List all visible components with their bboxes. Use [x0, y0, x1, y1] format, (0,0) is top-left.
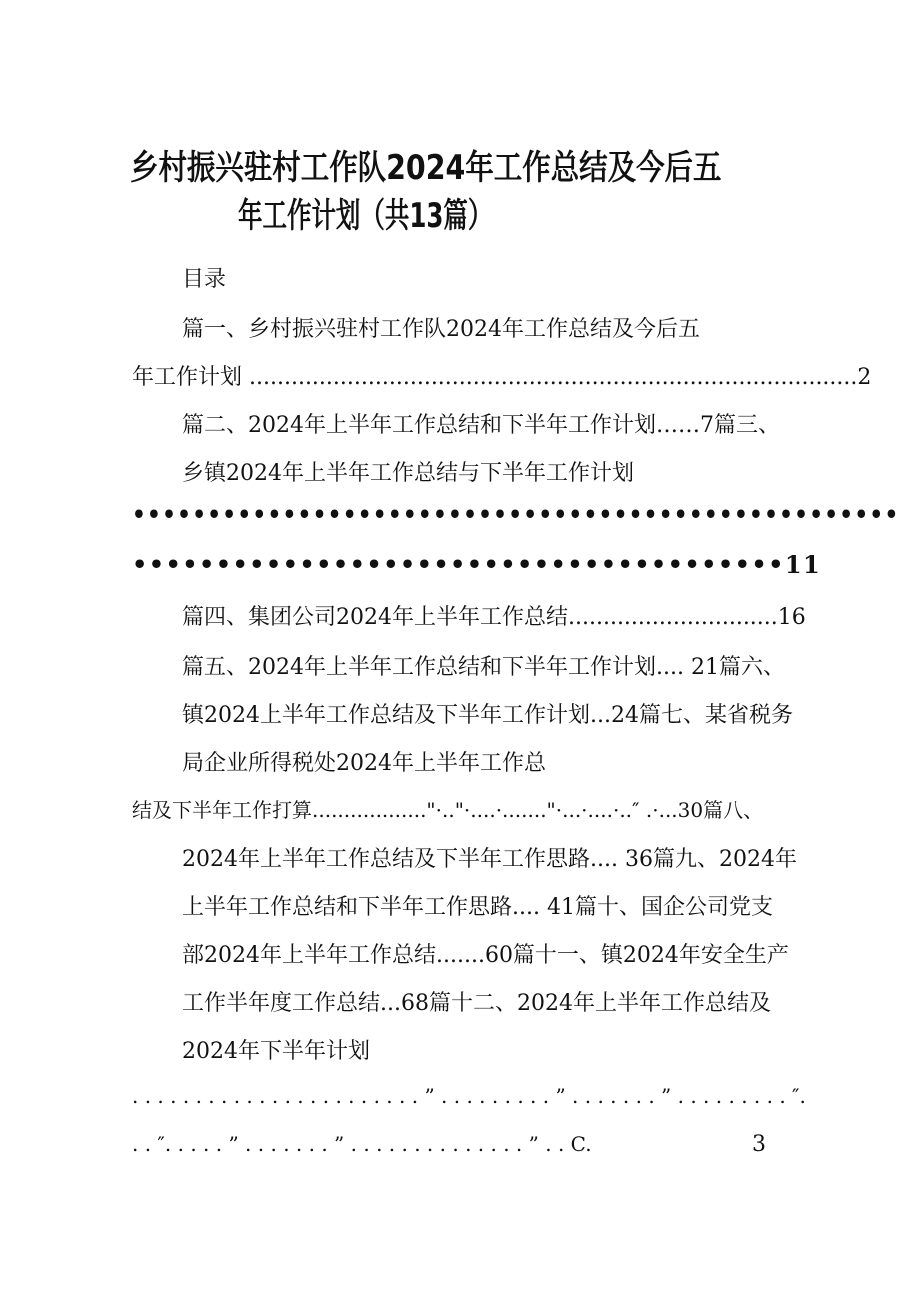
document-title-line-2: 年工作计划（共13篇） — [238, 196, 493, 236]
toc-line: 篇二、2024年上半年工作总结和下半年工作计划……7篇三、 — [182, 413, 780, 438]
toc-line: 年工作计划 .......................................................................................2 — [132, 365, 872, 390]
document-title-line-1: 乡村振兴驻村工作队2024年工作总结及今后五 — [130, 148, 722, 188]
toc-heading: 目录 — [182, 267, 227, 292]
toc-line: 镇2024上半年工作总结及下半年工作计划...24篇七、某省税务 — [182, 703, 793, 728]
toc-line: 局企业所得税处2024年上半年工作总 — [182, 751, 546, 776]
toc-leader-dots: •••••••••••••••••••••••••••••••••••••••11 — [132, 550, 822, 579]
toc-line: 工作半年度工作总结...68篇十二、2024年上半年工作总结及 — [182, 991, 771, 1016]
toc-page-number: 3 — [752, 1132, 766, 1157]
toc-leader-dots: . . ″. . . . . ” . . . . . . . ” . . . . . . . . . . . . . . ” . . C. — [132, 1132, 592, 1156]
toc-line: 篇四、集团公司2024年上半年工作总结..............................16 — [182, 605, 806, 630]
toc-line: 2024年下半年计划 — [182, 1039, 370, 1064]
toc-line: 结及下半年工作打算.................."·.."·....·......."·...·....·..″ .·...30篇八、 — [132, 798, 764, 822]
toc-line: 篇一、乡村振兴驻村工作队2024年工作总结及今后五 — [182, 317, 700, 342]
toc-line: 2024年上半年工作总结及下半年工作思路.... 36篇九、2024年 — [182, 847, 797, 872]
toc-line: 上半年工作总结和下半年工作思路.... 41篇十、国企公司党支 — [182, 895, 773, 920]
toc-line: 篇五、2024年上半年工作总结和下半年工作计划.... 21篇六、 — [182, 655, 785, 680]
toc-leader-dots: . . . . . . . . . . . . . . . . . . . . . . . ” . . . . . . . . . ” . . . . . . . ” . . . . . . . . . ″. — [132, 1084, 806, 1108]
toc-line: 乡镇2024年上半年工作总结与下半年工作计划 — [182, 461, 634, 486]
toc-line: 部2024年上半年工作总结.......60篇十一、镇2024年安全生产 — [182, 943, 789, 968]
toc-leader-dots: ••••••••••••••••••••••••••••••••••••••••••••••••••• — [132, 500, 900, 529]
